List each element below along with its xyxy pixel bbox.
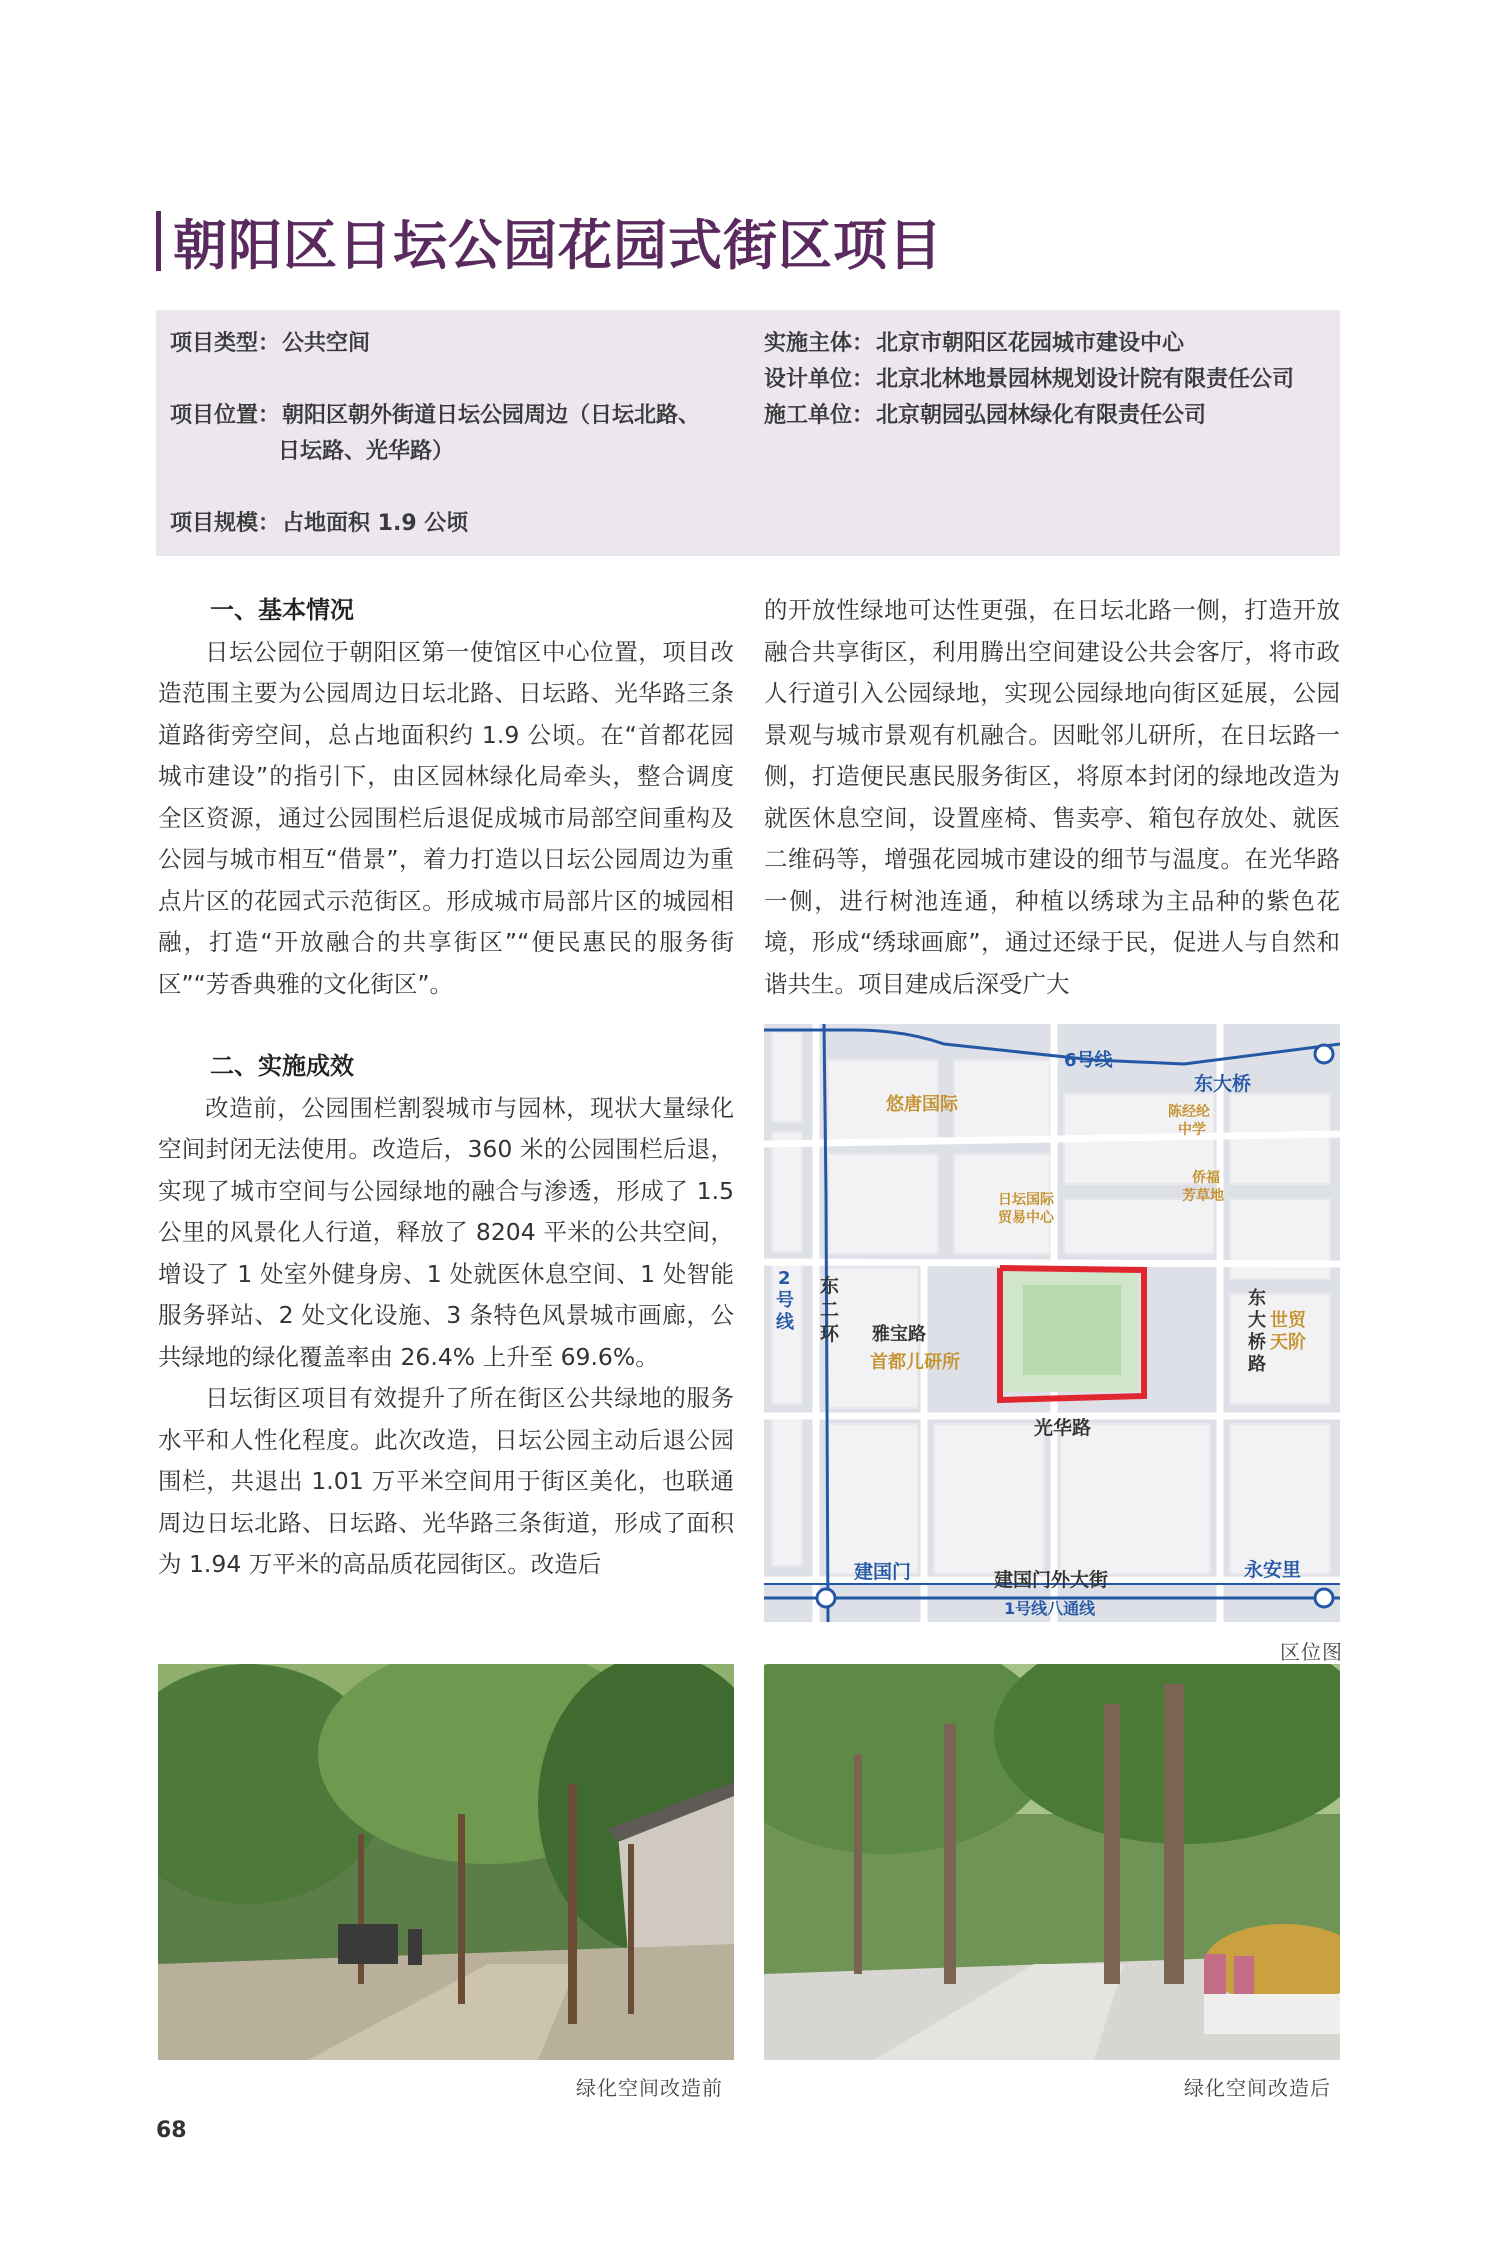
section-heading-results: 二、实施成效 — [210, 1052, 354, 1080]
map-label: 世贸 — [1270, 1310, 1306, 1331]
map-label: 二 — [820, 1299, 840, 1321]
photo-before — [158, 1664, 734, 2060]
map-label: 永安里 — [1244, 1559, 1302, 1581]
map-label: 天阶 — [1270, 1332, 1306, 1353]
map-label: 东 — [1248, 1288, 1266, 1309]
info-builder: 施工单位：北京朝园弘园林绿化有限责任公司 — [764, 403, 1207, 428]
left-column — [158, 590, 734, 1586]
map-label: 线 — [776, 1312, 794, 1333]
map-label: 侨福 — [1192, 1170, 1220, 1186]
info-implementer: 实施主体：北京市朝阳区花园城市建设中心 — [764, 331, 1185, 356]
map-label: 光华路 — [1034, 1417, 1092, 1439]
photo-before-caption: 绿化空间改造前 — [576, 2076, 723, 2100]
map-label: 中学 — [1178, 1122, 1206, 1138]
map-label: 首都儿研所 — [870, 1352, 960, 1373]
page-title: 朝阳区日坛公园花园式街区项目 — [173, 213, 943, 277]
page-number: 68 — [156, 2118, 187, 2143]
paragraph: 改造前，公园围栏割裂城市与园林，现状大量绿化空间封闭无法使用。改造后，360 米的公园围栏后退，实现了城市空间与公园绿地的融合与渗透，形成了 1.5 公里的风景化人行道，释放了 8204 平米的公共空间，增设了 1 处室外健身房、1 处就医休息空间、1 处智能服务驿站、2 处文化设施、3 条特色风景城市画廊，公共绿地的绿化覆盖率由 26.4% 上升至 69.6%。 — [158, 1093, 734, 1371]
map-label: 1号线八通线 — [1004, 1599, 1096, 1618]
map-label: 陈经纶 — [1168, 1104, 1210, 1120]
section-heading-basic: 一、基本情况 — [210, 596, 354, 624]
info-type: 项目类型：公共空间 — [170, 331, 371, 356]
map-caption: 区位图 — [1280, 1640, 1343, 1664]
info-designer: 设计单位：北京北林地景园林规划设计院有限责任公司 — [764, 367, 1295, 392]
right-column — [764, 590, 1340, 1005]
map-label: 路 — [1248, 1354, 1266, 1375]
map-label: 贸易中心 — [998, 1210, 1054, 1226]
info-scale: 项目规模：占地面积 1.9 公顷 — [170, 511, 469, 536]
map-label: 东 — [820, 1275, 840, 1297]
map-label: 日坛国际 — [998, 1192, 1054, 1208]
info-location-cont: 日坛路、光华路） — [278, 439, 455, 464]
map-label: 建国门外大街 — [994, 1569, 1109, 1591]
map-label: 悠唐国际 — [886, 1094, 958, 1115]
map-label: 桥 — [1248, 1332, 1266, 1353]
map-label: 建国门 — [854, 1561, 912, 1583]
paragraph: 日坛公园位于朝阳区第一使馆区中心位置，项目改造范围主要为公园周边日坛北路、日坛路、光华路三条道路街旁空间，总占地面积约 1.9 公顷。在“首都花园城市建设”的指引下，由区园林绿化局牵头，整合调度全区资源，通过公园围栏后退促成城市局部空间重构及公园与城市相互“借景”，着力打造以日坛公园周边为重点片区的花园式示范街区。形成城市局部片区的城园相融，打造“开放融合的共享街区”“便民惠民的服务街区”“芳香典雅的文化街区”。 — [158, 637, 734, 998]
map-label: 芳草地 — [1182, 1188, 1224, 1204]
photo-after-caption: 绿化空间改造后 — [1184, 2076, 1331, 2100]
map-label: 雅宝路 — [872, 1324, 926, 1345]
map-label: 6号线 — [1064, 1050, 1113, 1071]
project-info-box — [156, 310, 1340, 556]
map-label: 2 — [778, 1268, 791, 1289]
paragraph: 日坛街区项目有效提升了所在街区公共绿地的服务水平和人性化程度。此次改造，日坛公园主动后退公园围栏，共退出 1.01 万平米空间用于街区美化，也联通周边日坛北路、日坛路、光华路三条街道，形成了面积为 1.94 万平米的高品质花园街区。改造后 — [158, 1384, 734, 1578]
map-label: 号 — [776, 1290, 794, 1311]
title-accent-bar — [156, 211, 161, 271]
map-label: 环 — [820, 1323, 840, 1345]
map-label: 大 — [1248, 1310, 1266, 1331]
map-label: 东大桥 — [1194, 1073, 1252, 1095]
location-map — [764, 1024, 1340, 1622]
title-block — [156, 208, 943, 277]
photo-after — [764, 1664, 1340, 2060]
info-location: 项目位置：朝阳区朝外街道日坛公园周边（日坛北路、 — [170, 403, 701, 428]
paragraph: 的开放性绿地可达性更强，在日坛北路一侧，打造开放融合共享街区，利用腾出空间建设公共会客厅，将市政人行道引入公园绿地，实现公园绿地向街区延展，公园景观与城市景观有机融合。因毗邻儿研所，在日坛路一侧，打造便民惠民服务街区，将原本封闭的绿地改造为就医休息空间，设置座椅、售卖亭、箱包存放处、就医二维码等，增强花园城市建设的细节与温度。在光华路一侧，进行树池连通，种植以绣球为主品种的紫色花境，形成“绣球画廊”，通过还绿于民，促进人与自然和谐共生。项目建成后深受广大 — [764, 596, 1340, 998]
